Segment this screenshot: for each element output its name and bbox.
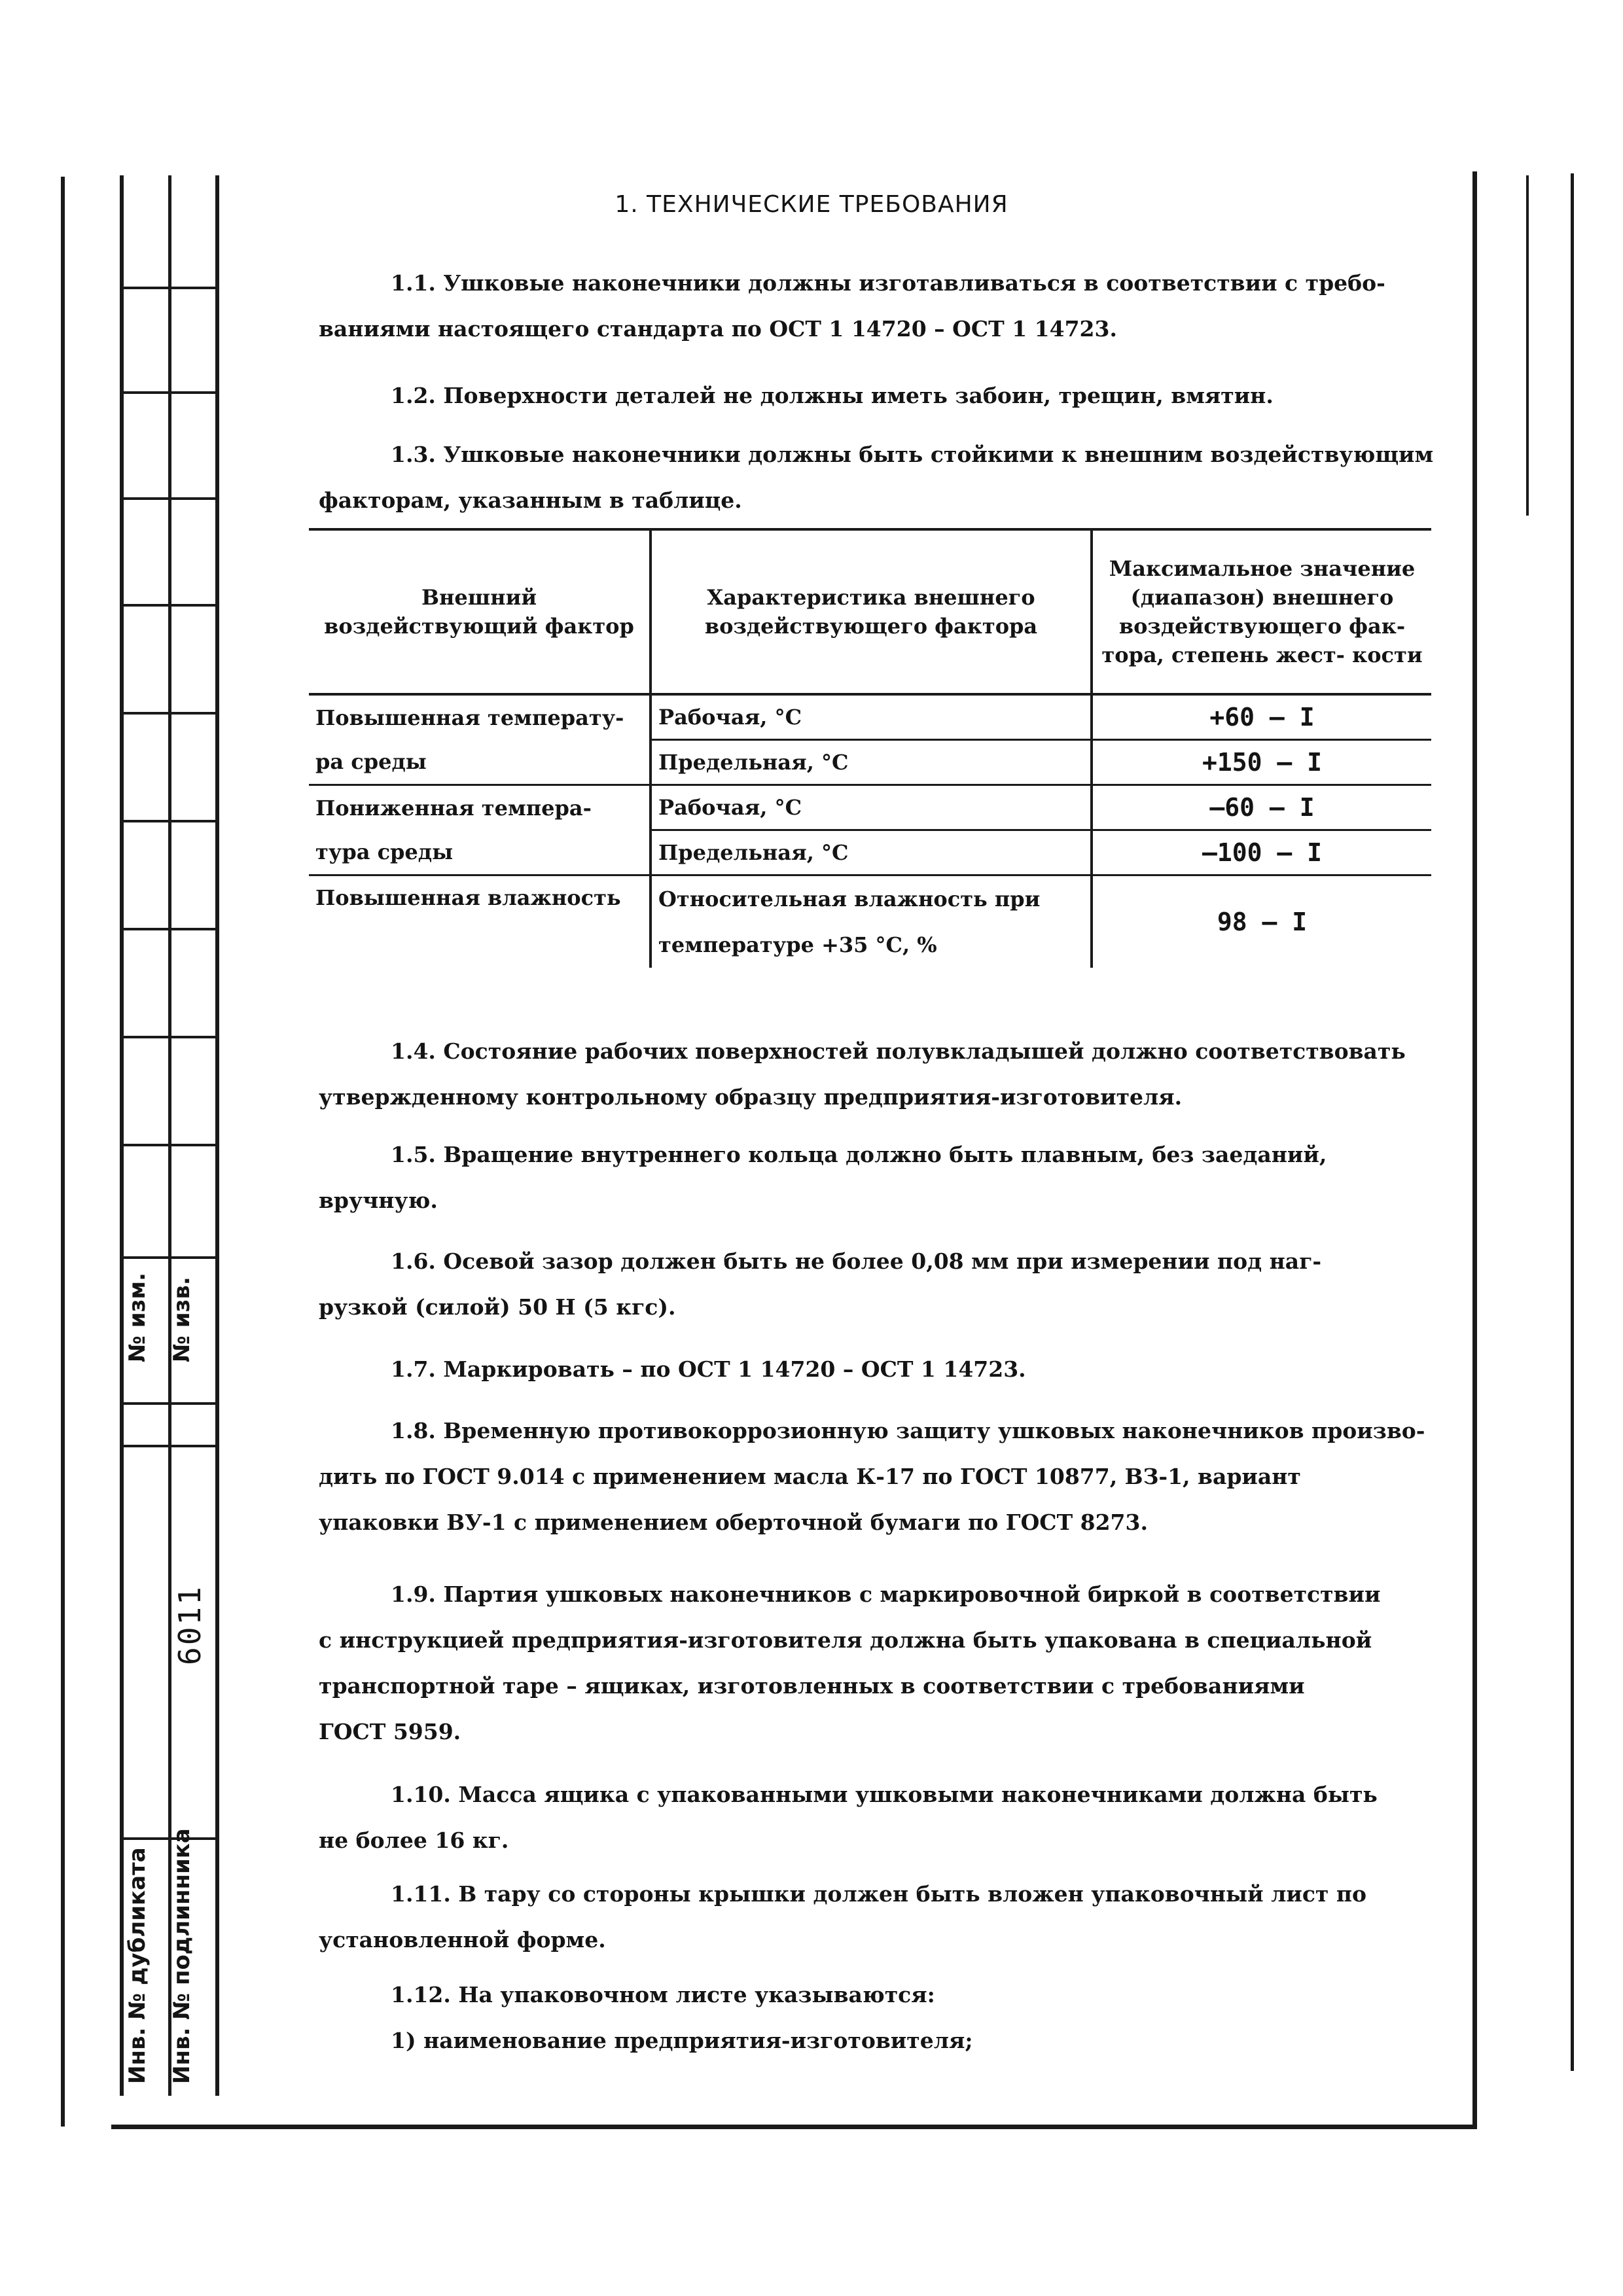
notice-number-label: № изв.	[169, 1277, 195, 1362]
original-inventory-label: Инв. № подлинника	[169, 1828, 195, 2084]
right-margin-line	[1526, 175, 1529, 516]
section-title: 1. ТЕХНИЧЕСКИЕ ТРЕБОВАНИЯ	[615, 191, 1008, 218]
right-edge-line	[1571, 173, 1574, 2071]
paragraph-1-9: 1.9. Партия ушковых наконечников с маркировочной биркой в соответствии с инструкцией предприятия-изготовителя должна быть упакована в специальной транспортной таре – ящиках, изготовленных в соответствии с требованиями ГОСТ 5959.	[319, 1581, 1381, 1744]
table-row: Повышенная влажность Относительная влажность при температуре +35 °С, % 98 – I	[309, 875, 1431, 968]
table-header-row	[309, 529, 1431, 694]
paragraph-1-11: 1.11. В тару со стороны крышки должен быть вложен упаковочный лист по установленной форме.	[319, 1881, 1367, 1952]
header-factor: Внешний воздействующий фактор	[309, 529, 651, 694]
header-max-value: Максимальное значение (диапазон) внешнего воздействующего фак- тора, степень жест- кости	[1092, 529, 1431, 694]
paragraph-1-5: 1.5. Вращение внутреннего кольца должно быть плавным, без заеданий, вручную.	[319, 1142, 1327, 1213]
paragraph-1-2: 1.2. Поверхности деталей не должны иметь забоин, трещин, вмятин.	[391, 383, 1274, 408]
paragraph-1-1: 1.1. Ушковые наконечники должны изготавливаться в соответствии с требо- ваниями настоящего стандарта по ОСТ 1 14720 – ОСТ 1 14723.	[319, 270, 1385, 342]
table-row: ра среды Предельная, °С +150 – I	[309, 740, 1431, 785]
change-number-label: № изм.	[124, 1272, 151, 1362]
revision-stamp-column	[120, 175, 219, 2096]
paragraph-1-7: 1.7. Маркировать – по ОСТ 1 14720 – ОСТ 1 14723.	[391, 1356, 1026, 1382]
external-factors-table	[309, 528, 1431, 968]
paragraph-1-3: 1.3. Ушковые наконечники должны быть стойкими к внешним воздействующим факторам, указанным в таблице.	[319, 442, 1434, 513]
paragraph-1-6: 1.6. Осевой зазор должен быть не более 0,08 мм при измерении под наг- рузкой (силой) 50 Н (5 кгс).	[319, 1248, 1322, 1320]
table-row: Повышенная температу- Рабочая, °С +60 – I	[309, 694, 1431, 740]
document-number: 6011	[172, 1585, 207, 1665]
paragraph-1-4: 1.4. Состояние рабочих поверхностей полувкладышей должно соответствовать утвержденному контрольному образцу предприятия-изготовителя.	[319, 1038, 1406, 1110]
header-characteristic: Характеристика внешнего воздействующего фактора	[651, 529, 1092, 694]
duplicate-inventory-label: Инв. № дубликата	[124, 1847, 151, 2084]
table-row: Пониженная темпера- Рабочая, °С –60 – I	[309, 785, 1431, 830]
paragraph-1-12: 1.12. На упаковочном листе указываются: 1) наименование предприятия-изготовителя;	[391, 1982, 973, 2053]
paragraph-1-10: 1.10. Масса ящика с упакованными ушковыми наконечниками должна быть не более 16 кг.	[319, 1782, 1378, 1853]
paragraph-1-8: 1.8. Временную противокоррозионную защиту ушковых наконечников произво- дить по ГОСТ 9.014 с применением масла К-17 по ГОСТ 10877, ВЗ-1, вариант упаковки ВУ-1 с применением оберточной бумаги по ГОСТ 8273.	[319, 1418, 1425, 1535]
left-binding-line	[61, 177, 65, 2127]
table-row: тура среды Предельная, °С –100 – I	[309, 830, 1431, 875]
